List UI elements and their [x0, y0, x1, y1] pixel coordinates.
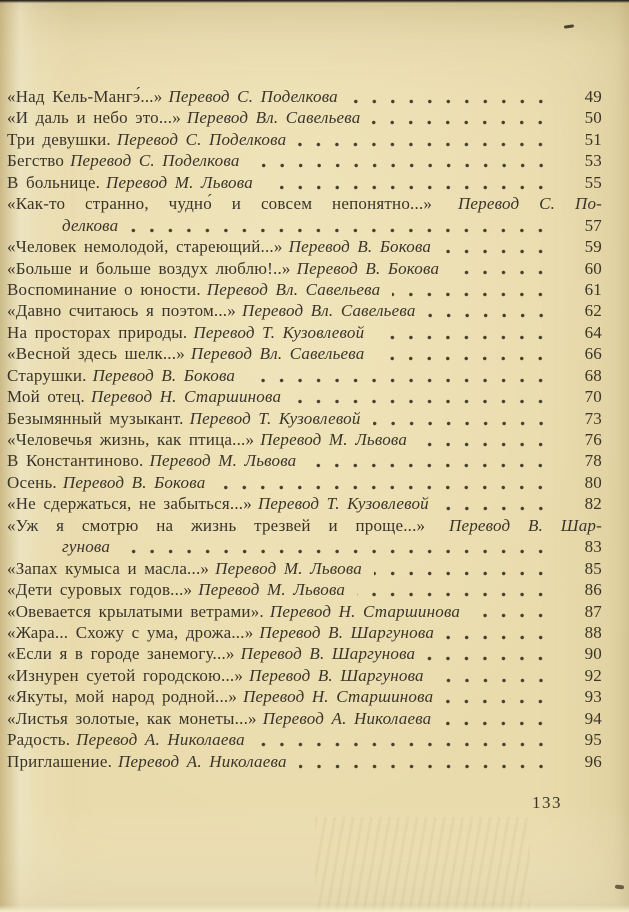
entry-translator: Перевод М. Львова	[260, 430, 408, 449]
entry-translator: Перевод Вл. Савельева	[206, 279, 381, 299]
toc-entry-line	[7, 665, 602, 686]
dot-leader	[122, 549, 557, 554]
scan-bottom-edge	[0, 905, 629, 912]
entry-translator: Перевод Т. Кузовлевой	[193, 322, 365, 342]
dot-leader	[298, 142, 557, 147]
entry-page-number: 80	[584, 472, 602, 492]
toc-entry-line	[7, 193, 602, 214]
toc-entry-line	[7, 686, 602, 707]
toc-entry-line	[7, 515, 602, 536]
dot-leader	[443, 721, 557, 726]
dot-leader	[217, 485, 557, 490]
entry-translator: Перевод В. Бокова	[92, 365, 236, 385]
entry-translator: Перевод Н. Старшинова	[243, 687, 434, 707]
entry-title: Безымянный музыкант.	[7, 408, 184, 428]
entry-title: «Овевается крылатыми ветрами».	[7, 601, 264, 621]
scan-top-edge	[0, 0, 629, 3]
toc-entry-line	[7, 751, 602, 772]
entry-page-number: 93	[584, 687, 602, 707]
toc-entry-line	[7, 408, 602, 429]
entry-page-number: 78	[584, 451, 602, 471]
dot-leader	[441, 506, 557, 511]
entry-title: На просторах природы.	[7, 322, 188, 342]
dot-leader	[428, 313, 557, 318]
entry-title: «Весной здесь шелк...»	[7, 344, 185, 364]
toc-entry-line	[7, 215, 602, 236]
entry-page-number: 66	[584, 344, 602, 364]
dot-leader	[372, 120, 557, 125]
entry-translator: Перевод В. Бокова	[288, 237, 432, 257]
entry-translator: Перевод Т. Кузовлевой	[257, 494, 429, 514]
paper-grain-texture	[315, 817, 530, 912]
entry-page-number: 87	[584, 601, 602, 621]
entry-title: «Больше и больше воздух люблю!..»	[7, 258, 291, 278]
dot-leader	[427, 656, 557, 661]
toc-entry-line	[7, 279, 602, 300]
dot-leader	[299, 764, 557, 769]
toc-entry-line	[7, 365, 602, 386]
entry-title: «Запах кумыса и масла...»	[7, 558, 210, 578]
dot-leader	[445, 699, 557, 704]
toc-entry-line	[7, 450, 602, 471]
entry-title: «Листья золотые, как монеты...»	[7, 708, 257, 728]
dot-leader	[247, 378, 557, 383]
toc-entry-line	[7, 300, 602, 321]
entry-page-number: 94	[584, 708, 602, 728]
entry-page-number: 92	[584, 665, 602, 685]
toc-entry-line	[7, 150, 602, 171]
toc-entry-line	[7, 258, 602, 279]
dot-leader	[293, 399, 557, 404]
entry-page-number: 88	[584, 622, 602, 642]
entry-title: Три девушки.	[7, 129, 111, 149]
toc-entry-line	[7, 493, 602, 514]
entry-title: «Уж я смотрю на жизнь трезвей и проще...»	[7, 515, 426, 535]
entry-page-number: 96	[584, 751, 602, 771]
entry-translator: Перевод Т. Кузовлевой	[189, 408, 361, 428]
toc-entry-line	[7, 708, 602, 729]
toc-entry-line	[7, 386, 602, 407]
entry-title: В больнице.	[7, 172, 101, 192]
entry-page-number: 55	[584, 172, 602, 192]
entry-translator: Перевод Н. Старшинова	[269, 601, 461, 621]
entry-page-number: 62	[584, 301, 602, 321]
entry-title: «Якуты, мой народ родной...»	[7, 687, 238, 707]
entry-translator: Перевод С. По-	[457, 194, 603, 214]
entry-translator: Перевод Н. Старшинова	[90, 387, 282, 407]
dot-leader	[350, 99, 557, 104]
toc-entry-line	[7, 558, 602, 579]
toc-entry-line	[7, 472, 602, 493]
entry-title: «Не сдержаться, не забыться...»	[7, 494, 252, 514]
dot-leader	[357, 592, 557, 597]
entry-page-number: 86	[584, 580, 602, 600]
toc-entry-line	[7, 622, 602, 643]
entry-title: «Человек немолодой, стареющий...»	[7, 237, 283, 257]
entry-title: Мой отец.	[7, 387, 85, 407]
dot-leader	[374, 571, 557, 576]
dot-leader	[252, 163, 557, 168]
entry-title: «Человечья жизнь, как птица...»	[7, 430, 255, 449]
toc-entry-line	[7, 86, 602, 107]
entry-title: «И даль и небо это...»	[7, 108, 181, 128]
folio-number: 133	[532, 793, 562, 812]
scan-speck	[564, 24, 574, 28]
dot-leader	[376, 356, 557, 361]
entry-translator: Перевод С. Поделкова	[70, 151, 240, 171]
scan-speck	[615, 885, 624, 890]
entry-page-number: 76	[584, 430, 602, 449]
entry-translator: Перевод В. Шаргунова	[240, 644, 416, 664]
entry-translator: Перевод В. Шар-	[449, 515, 602, 535]
entry-translator: Перевод В. Бокова	[62, 472, 206, 492]
entry-translator: Перевод С. Поделкова	[116, 129, 287, 149]
entry-title: Воспоминание о юности.	[7, 279, 201, 299]
entry-page-number: 53	[584, 151, 602, 171]
entry-page-number: 70	[584, 387, 602, 407]
entry-title: Бегство	[7, 151, 65, 171]
dot-leader	[257, 742, 557, 747]
entry-title: Старушки.	[7, 365, 87, 385]
entry-translator: Перевод Вл. Савельева	[241, 301, 416, 321]
toc-entry-line	[7, 729, 602, 750]
entry-page-number: 95	[584, 730, 602, 750]
entry-title: «Если я в городе занемогу...»	[7, 644, 235, 664]
entry-translator: Перевод М. Львова	[106, 172, 253, 192]
toc-entry-line	[7, 236, 602, 257]
entry-title: «Давно считаюсь я поэтом...»	[7, 301, 236, 321]
entry-translator: Перевод Вл. Савельева	[186, 108, 361, 128]
entry-page-number: 90	[584, 644, 602, 664]
entry-title: В Константиново.	[7, 451, 144, 471]
entry-page-number: 59	[584, 237, 602, 257]
entry-translator-continued: гунова	[62, 537, 111, 557]
toc-entry-line	[7, 172, 602, 193]
toc-entry-line	[7, 322, 602, 343]
dot-leader	[419, 442, 557, 447]
entry-title: Радость.	[7, 730, 71, 750]
dot-leader	[436, 678, 557, 683]
entry-page-number: 50	[584, 108, 602, 128]
entry-title: «Как-то странно, чудно́ и совсем непонятно...»	[7, 194, 433, 214]
entry-translator-continued: делкова	[62, 215, 119, 235]
entry-page-number: 73	[584, 408, 602, 428]
entry-page-number: 61	[584, 279, 602, 299]
dot-leader	[472, 613, 557, 618]
entry-title: Приглашение.	[7, 751, 113, 771]
entry-page-number: 68	[584, 365, 602, 385]
entry-translator: Перевод А. Николаева	[76, 730, 245, 750]
dot-leader	[443, 249, 557, 254]
dot-leader	[373, 421, 557, 426]
entry-translator: Перевод М. Львова	[215, 558, 363, 578]
toc-entry-line	[7, 129, 602, 150]
toc-entry-line	[7, 343, 602, 364]
dot-leader	[130, 228, 557, 233]
entry-title: «Над Кель-Мангэ́...»	[7, 87, 163, 106]
toc-entry-line	[7, 107, 602, 128]
dot-leader	[392, 292, 557, 297]
entry-page-number: 57	[584, 215, 602, 235]
toc-list	[7, 86, 602, 772]
entry-translator: Перевод А. Николаева	[262, 708, 432, 728]
toc-entry-line	[7, 536, 602, 557]
toc-entry-line	[7, 643, 602, 664]
entry-page-number: 82	[584, 494, 602, 514]
entry-title: «Изнурен суетой городскою...»	[7, 665, 244, 685]
entry-translator: Перевод В. Шаргунова	[249, 665, 424, 685]
entry-translator: Перевод В. Шаргунова	[259, 622, 435, 642]
entry-translator: Перевод Вл. Савельева	[190, 344, 365, 364]
entry-title: Осень.	[7, 472, 57, 492]
entry-title: «Жара... Схожу с ума, дрожа...»	[7, 622, 254, 642]
entry-translator: Перевод М. Львова	[198, 580, 346, 600]
entry-page-number: 51	[584, 129, 602, 149]
entry-page-number: 64	[584, 322, 602, 342]
entry-translator: Перевод В. Бокова	[296, 258, 440, 278]
toc-entry-line	[7, 579, 602, 600]
dot-leader	[376, 335, 557, 340]
dot-leader	[451, 270, 557, 275]
toc-entry-line	[7, 429, 602, 450]
entry-title: «Дети суровых годов...»	[7, 580, 193, 600]
entry-translator: Перевод А. Николаева	[118, 751, 287, 771]
toc-entry-line	[7, 601, 602, 622]
entry-page-number: 49	[584, 87, 602, 106]
entry-translator: Перевод М. Львова	[149, 451, 297, 471]
entry-page-number: 85	[584, 558, 602, 578]
dot-leader	[265, 185, 557, 190]
dot-leader	[308, 463, 557, 468]
dot-leader	[446, 635, 557, 640]
entry-page-number: 83	[584, 537, 602, 557]
entry-translator: Перевод С. Поделкова	[168, 87, 338, 106]
entry-page-number: 60	[584, 258, 602, 278]
